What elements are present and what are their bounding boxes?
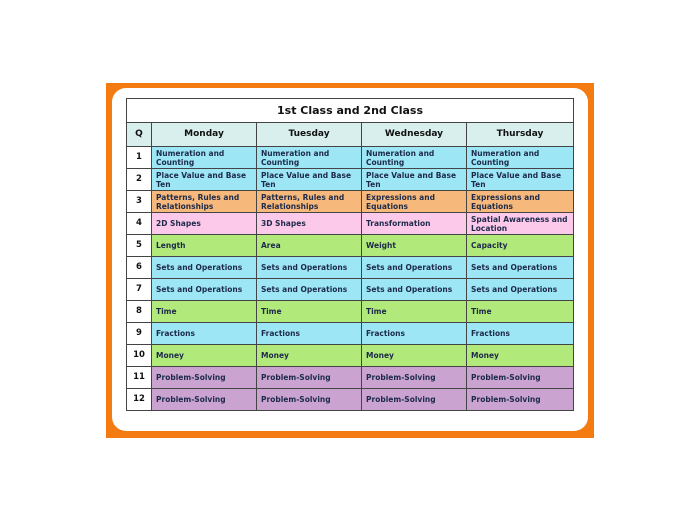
header-thursday: Thursday (467, 123, 574, 147)
topic-cell: Area (257, 235, 362, 257)
topic-cell: Problem-Solving (152, 367, 257, 389)
topic-cell: Numeration and Counting (362, 147, 467, 169)
table-row (127, 279, 574, 301)
topic-cell: Problem-Solving (257, 367, 362, 389)
topic-cell: Place Value and Base Ten (152, 169, 257, 191)
topic-cell: Problem-Solving (362, 389, 467, 411)
topic-cell: Expressions and Equations (362, 191, 467, 213)
topic-cell: Problem-Solving (257, 389, 362, 411)
table-row (127, 345, 574, 367)
topic-cell: Numeration and Counting (257, 147, 362, 169)
topic-cell: Problem-Solving (152, 389, 257, 411)
question-number: 3 (127, 191, 152, 213)
topic-cell: Weight (362, 235, 467, 257)
topic-cell: Capacity (467, 235, 574, 257)
table-row (127, 323, 574, 345)
table-row (127, 191, 574, 213)
topic-cell: Sets and Operations (152, 257, 257, 279)
topic-cell: 2D Shapes (152, 213, 257, 235)
topic-cell: Patterns, Rules and Relationships (257, 191, 362, 213)
table-title: 1st Class and 2nd Class (127, 99, 574, 123)
topic-cell: Sets and Operations (467, 257, 574, 279)
table-row (127, 235, 574, 257)
table-row (127, 213, 574, 235)
topic-cell: Transformation (362, 213, 467, 235)
topic-cell: Money (257, 345, 362, 367)
topic-cell: Time (362, 301, 467, 323)
question-number: 5 (127, 235, 152, 257)
topic-cell: Expressions and Equations (467, 191, 574, 213)
topic-cell: Fractions (467, 323, 574, 345)
topic-cell: Fractions (257, 323, 362, 345)
question-number: 12 (127, 389, 152, 411)
topic-cell: Sets and Operations (362, 257, 467, 279)
header-tuesday: Tuesday (257, 123, 362, 147)
topic-cell: Fractions (362, 323, 467, 345)
topic-cell: Numeration and Counting (467, 147, 574, 169)
question-number: 6 (127, 257, 152, 279)
topic-cell: Sets and Operations (152, 279, 257, 301)
question-number: 9 (127, 323, 152, 345)
topic-cell: Sets and Operations (467, 279, 574, 301)
topic-cell: Time (152, 301, 257, 323)
table-row (127, 367, 574, 389)
question-number: 10 (127, 345, 152, 367)
header-wednesday: Wednesday (362, 123, 467, 147)
topic-cell: Money (152, 345, 257, 367)
topic-cell: Fractions (152, 323, 257, 345)
table-row (127, 389, 574, 411)
header-monday: Monday (152, 123, 257, 147)
topic-cell: Time (257, 301, 362, 323)
topic-cell: Sets and Operations (257, 257, 362, 279)
topic-cell: Problem-Solving (467, 367, 574, 389)
question-number: 4 (127, 213, 152, 235)
header-q: Q (127, 123, 152, 147)
topic-cell: Place Value and Base Ten (257, 169, 362, 191)
topic-cell: Sets and Operations (362, 279, 467, 301)
topic-cell: Patterns, Rules and Relationships (152, 191, 257, 213)
table-row (127, 147, 574, 169)
topic-cell: Problem-Solving (467, 389, 574, 411)
topic-cell: Money (467, 345, 574, 367)
question-number: 11 (127, 367, 152, 389)
topic-cell: Numeration and Counting (152, 147, 257, 169)
schedule-table (126, 98, 574, 411)
topic-cell: 3D Shapes (257, 213, 362, 235)
topic-cell: Place Value and Base Ten (362, 169, 467, 191)
question-number: 1 (127, 147, 152, 169)
topic-cell: Problem-Solving (362, 367, 467, 389)
table-row (127, 301, 574, 323)
topic-cell: Length (152, 235, 257, 257)
question-number: 7 (127, 279, 152, 301)
topic-cell: Place Value and Base Ten (467, 169, 574, 191)
topic-cell: Money (362, 345, 467, 367)
topic-cell: Time (467, 301, 574, 323)
question-number: 8 (127, 301, 152, 323)
table-row (127, 169, 574, 191)
question-number: 2 (127, 169, 152, 191)
table-row (127, 257, 574, 279)
topic-cell: Spatial Awareness and Location (467, 213, 574, 235)
topic-cell: Sets and Operations (257, 279, 362, 301)
